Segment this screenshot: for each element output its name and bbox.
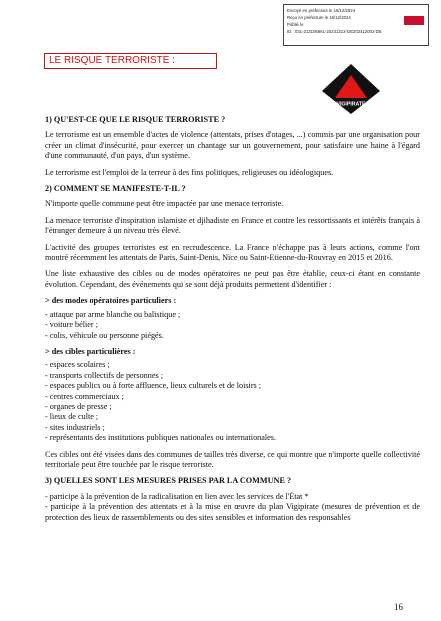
cibles-heading: > des cibles particulières : [45, 346, 136, 356]
list-item: - participe à la prévention des attentats et à la mise en œuvre du plan Vigipirate (mesures de prévention et de protection des lieux de rassemblements ou des sites sensibles et information des responsables [45, 502, 420, 522]
section-2-paragraph: L'activité des groupes terroristes est en recrudescence. La France n'échappe pas à leurs actions, comme l'ont montré récemment les attentats de Paris, Saint-Denis, Nice ou Saint-Etienne-du-Rouvray en 2015 et 2016. [45, 242, 420, 263]
stamp-received-line: Reçu en préfecture le 16/12/2024 [287, 15, 351, 20]
prefecture-logo-icon [404, 16, 424, 25]
list-item: - attaque par arme blanche ou balistique ; [45, 310, 420, 320]
list-item: - organes de presse ; [45, 402, 420, 412]
section-3-heading: 3) QUELLES SONT LES MESURES PRISES PAR LA COMMUNE ? [45, 476, 292, 486]
list-item: - représentants des institutions publiques nationales ou internationales. [45, 433, 420, 443]
stamp-id-line: ID : 031-213105661-20241213-DE202412003-DE [287, 29, 382, 34]
page-title: LE RISQUE TERRORISTE : [44, 53, 217, 69]
page-number: 16 [394, 602, 403, 612]
section-2-heading: 2) COMMENT SE MANIFESTE-T-IL ? [45, 184, 186, 194]
list-item: - transports collectifs de personnes ; [45, 371, 420, 381]
list-item: - lieux de culte ; [45, 412, 420, 422]
section-2-paragraph: Ces cibles ont été visées dans des communes de tailles très diverse, ce qui montre que n'importe quelle collectivité territoriale peut être touchée par le risque terroriste. [45, 449, 420, 469]
stamp-sent-line: Envoyé en préfecture le 16/12/2024 [287, 8, 356, 13]
section-1-paragraph: Le terrorisme est un ensemble d'actes de violence (attentats, prises d'otages, ...) commis par une organisation pour créer un climat d'insécurité, pour exercer un chantage sur un gouvernement, pour satisfaire une haine à l'égard d'une communauté, d'un pays, d'un système. [45, 130, 420, 161]
prefecture-stamp [283, 4, 429, 46]
section-2-paragraph: La menace terroriste d'inspiration islamiste et djihadiste en France et contre les ressortissants et intérêts français à l'étranger demeure à un niveau très élevé. [45, 215, 420, 236]
modes-heading: > des modes opératoires particuliers : [45, 296, 177, 306]
stamp-published-line: Publié le [287, 22, 304, 27]
section-2-paragraph: Une liste exhaustive des cibles ou de modes opératoires ne peut pas être établie, ceux-ci étant en constante évolution. Cependant, des événements qui se sont déjà produits permettent d'identifier : [45, 269, 420, 289]
list-item: - centres commerciaux ; [45, 392, 420, 402]
list-item: - sites industriels ; [45, 423, 420, 433]
section-1-paragraph: Le terrorisme est l'emploi de la terreur à des fins politiques, religieuses ou idéologiques. [45, 167, 334, 177]
cibles-list [45, 360, 420, 443]
section-2-paragraph: N'importe quelle commune peut être impactée par une menace terroriste. [45, 199, 284, 209]
list-item: - participe à la prévention de la radicalisation en lien avec les services de l'État * [45, 491, 309, 501]
document-body [45, 115, 420, 523]
vigipirate-logo-text: VIGIPIRATE [336, 101, 366, 108]
list-item: - espaces publics ou à forte affluence, lieux culturels et de loisirs ; [45, 381, 420, 391]
list-item: - colis, véhicule ou personne piégés. [45, 331, 420, 341]
list-item: - espaces scolaires ; [45, 360, 420, 370]
vigipirate-logo-icon [322, 64, 380, 114]
section-1-heading: 1) QU'EST-CE QUE LE RISQUE TERRORISTE ? [45, 115, 226, 124]
list-item: - voiture bélier ; [45, 320, 420, 330]
modes-list [45, 310, 420, 341]
